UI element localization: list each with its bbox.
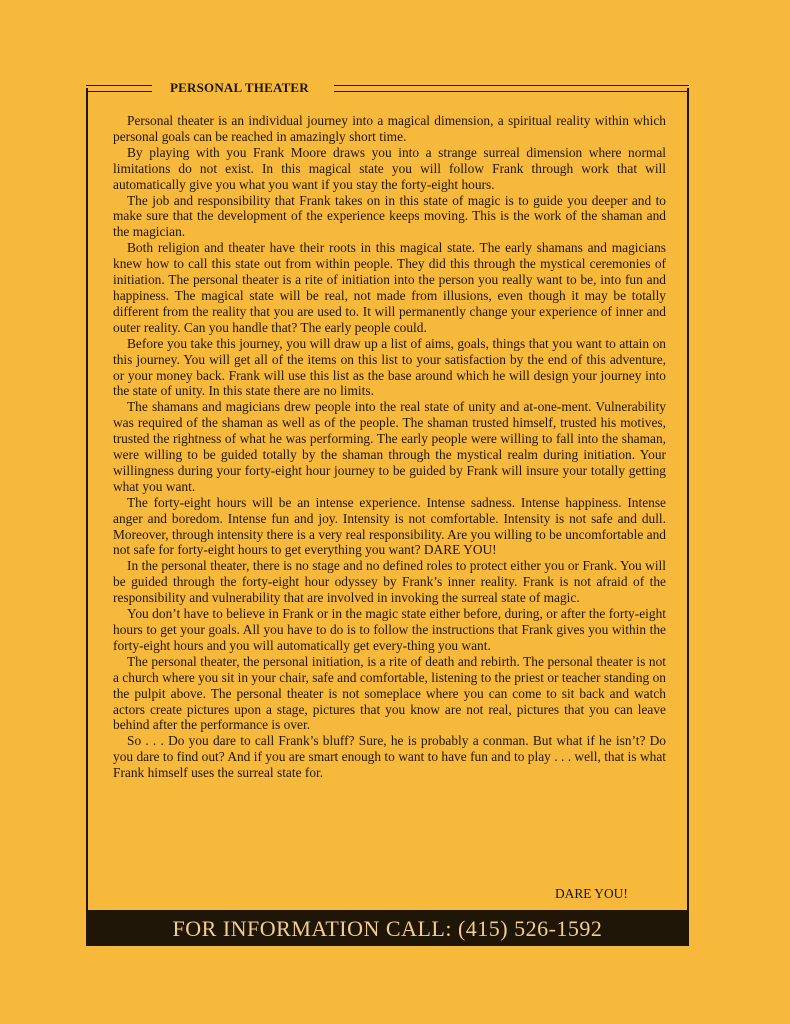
paragraph: By playing with you Frank Moore draws you into a strange surreal dimension where normal limitations do not exist. In this magical state you will follow Frank through work that will automatically give you what you want if you stay the forty-eight hours. (113, 144, 666, 192)
paragraph: In the personal theater, there is no stage and no defined roles to protect either you or Frank. You will be guided through the forty-eight hour odyssey by Frank’s inner reality. Frank is not afraid of the responsibility and vulnerability that are involved in invoking the surreal state of magic. (113, 558, 666, 606)
paragraph: Before you take this journey, you will draw up a list of aims, goals, things that you want to attain on this journey. You will get all of the items on this list to your satisfaction by the end of this adventure, or your money back. Frank will use this list as the base around which he will design your journey into the state of unity. In this state there are no limits. (113, 335, 666, 399)
paragraph: You don’t have to believe in Frank or in the magic state either before, during, or after the forty-eight hours to get your goals. All you have to do is to follow the instructions that Frank gives you within the forty-eight hours and you will automatically get every-thing you want. (113, 606, 666, 653)
body-text (113, 113, 666, 781)
header-rule-right (334, 85, 689, 92)
paragraph: So . . . Do you dare to call Frank’s bluff? Sure, he is probably a conman. But what if he isn’t? Do you dare to find out? And if you are smart enough to want to have fun and to play . . . well, that is what Frank himself uses the surreal state for. (113, 733, 666, 781)
page-title: PERSONAL THEATER (170, 80, 309, 95)
paragraph: The shamans and magicians drew people into the real state of unity and at-one-ment. Vulnerability was required of the shaman as well as of the people. The shaman trusted himself, trusted his motives, trusted the rightness of what he was performing. The early people were willing to fall into the shaman, were willing to be guided totally by the shaman through the mystical realm during initiation. Your willingness during your forty-eight hour journey to be guided by Frank will insure your totally getting what you want. (113, 399, 666, 494)
paragraph: Personal theater is an individual journey into a magical dimension, a spiritual reality within which personal goals can be reached in amazingly short time. (113, 113, 666, 144)
paragraph: The personal theater, the personal initiation, is a rite of death and rebirth. The personal theater is not a church where you sit in your chair, safe and comfortable, listening to the priest or teacher standing on the pulpit above. The personal theater is not someplace where you can come to sit back and watch actors create pictures upon a stage, pictures that you know are not real, pictures that you can leave behind after the performance is over. (113, 653, 666, 733)
paragraph: The forty-eight hours will be an intense experience. Intense sadness. Intense happiness. Intense anger and boredom. Intense fun and joy. Intensity is not comfortable. Intensity is not safe and dull. Moreover, through intensity there is a very real responsibility. Are you willing to be uncomfortable and not safe for forty-eight hours to get everything you want? DARE YOU! (113, 494, 666, 558)
paragraph: The job and responsibility that Frank takes on in this state of magic is to guide you deeper and to make sure that the development of the experience keeps moving. This is the work of the shaman and the magician. (113, 192, 666, 240)
paragraph: Both religion and theater have their roots in this magical state. The early shamans and magicians knew how to call this state out from within people. They did this through the mystical ceremonies of initiation. The personal theater is a rite of initiation into the person you really want to be, into fun and happiness. The magical state will be real, not made from illusions, even though it may be totally different from the reality that you are used to. It will permanently change your experience of inner and outer reality. Can you handle that? The early people could. (113, 240, 666, 335)
closing-dare-you: DARE YOU! (555, 886, 628, 901)
header-rule-left (86, 85, 152, 92)
info-call-banner: FOR INFORMATION CALL: (415) 526-1592 (86, 912, 689, 946)
